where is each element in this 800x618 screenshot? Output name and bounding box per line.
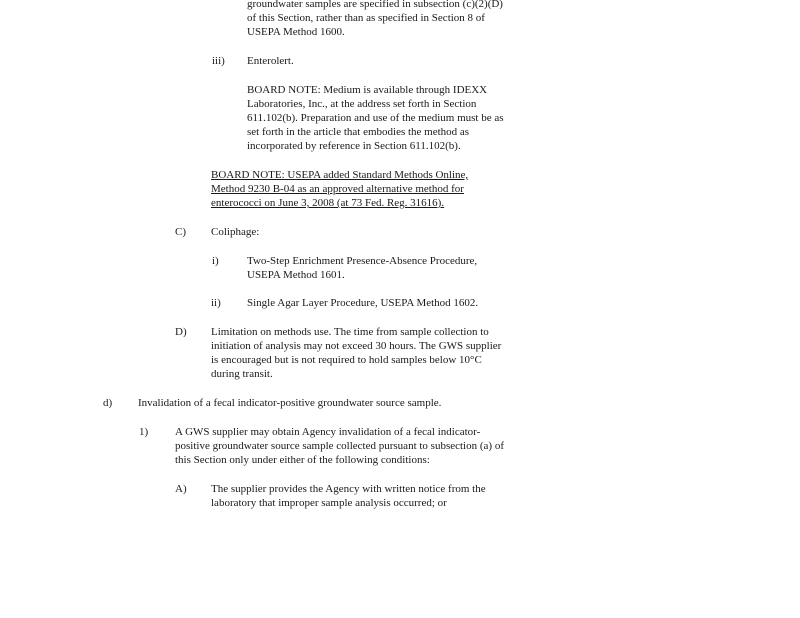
item-label: A): [175, 483, 187, 495]
item-label: 1): [139, 426, 149, 438]
paragraph-line: USEPA Method 1600.: [247, 26, 345, 38]
item-text: is encouraged but is not required to hold samples below 10°C: [211, 354, 482, 366]
item-text: A GWS supplier may obtain Agency invalidation of a fecal indicator-: [175, 426, 481, 438]
item-text: laboratory that improper sample analysis occurred; or: [211, 497, 447, 509]
board-note-line: Laboratories, Inc., at the address set forth in Section: [247, 98, 477, 110]
board-note-line: BOARD NOTE: Medium is available through IDEXX: [247, 84, 488, 96]
item-label: D): [175, 326, 187, 338]
item-text: Two-Step Enrichment Presence-Absence Procedure,: [247, 255, 478, 267]
item-text: initiation of analysis may not exceed 30 hours. The GWS supplier: [211, 340, 502, 352]
board-note-underlined-line: enterococci on June 3, 2008 (at 73 Fed. Reg. 31616).: [211, 197, 445, 209]
item-label: ii): [211, 297, 221, 309]
item-label: C): [175, 226, 186, 238]
board-note-line: set forth in the article that embodies the method as: [247, 126, 470, 138]
item-label: i): [212, 255, 219, 267]
item-text: during transit.: [211, 368, 273, 380]
board-note-line: incorporated by reference in Section 611.102(b).: [247, 140, 461, 152]
board-note-underlined-line: BOARD NOTE: USEPA added Standard Methods Online,: [211, 169, 469, 181]
item-text: The supplier provides the Agency with written notice from the: [211, 483, 486, 495]
item-text: Coliphage:: [211, 226, 260, 238]
item-text: Limitation on methods use. The time from sample collection to: [211, 326, 489, 338]
paragraph-line: groundwater samples are specified in subsection (c)(2)(D): [247, 0, 503, 10]
item-text: positive groundwater source sample collected pursuant to subsection (a) of: [175, 440, 504, 452]
item-text: USEPA Method 1601.: [247, 269, 345, 281]
item-text: Invalidation of a fecal indicator-positive groundwater source sample.: [138, 397, 442, 409]
item-text: Single Agar Layer Procedure, USEPA Method 1602.: [247, 297, 479, 309]
board-note-line: 611.102(b). Preparation and use of the medium must be as: [247, 112, 504, 124]
item-text: this Section only under either of the following conditions:: [175, 454, 430, 466]
item-label: d): [103, 397, 113, 409]
item-label: iii): [212, 55, 225, 67]
paragraph-line: of this Section, rather than as specified in Section 8 of: [247, 12, 485, 24]
board-note-underlined-line: Method 9230 B-04 as an approved alternative method for: [211, 183, 464, 195]
item-text: Enterolert.: [247, 55, 294, 67]
